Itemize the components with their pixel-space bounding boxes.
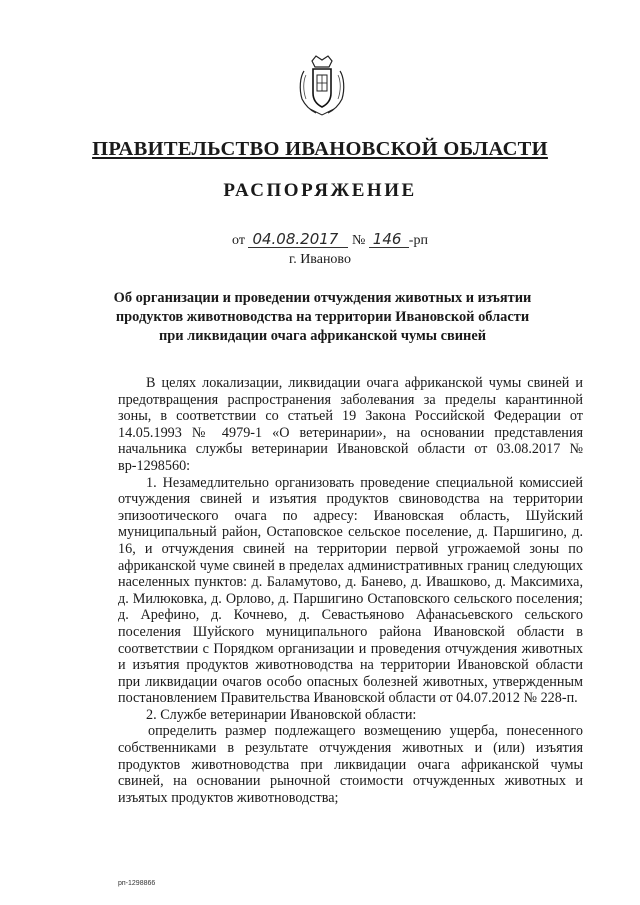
number-sign: №: [351, 233, 366, 248]
item-2-paragraph: 2. Службе ветеринарии Ивановской области:: [146, 706, 417, 723]
item-2-sub-paragraph: определить размер подлежащего возмещению ущерба, понесенного собственниками в результате отчуждения животных и (или) изъятия продуктов животноводства при ликвидации очага африканской чумы свиней, на основании рыночной стоимости отчужденных животных и изъятых продуктов животноводства;: [118, 723, 583, 806]
subject-line: при ликвидации очага африканской чумы свиней: [158, 328, 487, 344]
footer-code: рп-1298866: [118, 880, 156, 887]
item-1-paragraph: 1. Незамедлительно организовать проведение специальной комиссией отчуждения свиней и изъятия продуктов свиноводства на территории эпизоотического очага по адресу: Ивановская область, Шуйский муниципальный район, Остаповское сельское поселение, д. Паршигино, д. 16, и отчуждения свиней на территории первой угрожаемой зоны по африканской чуме свиней в пределах административных границ следующих населенных пунктов: д. Баламутово, д. Банево, д. Ивашково, д. Максимиха, д. Милюковка, д. Орлово, д. Паршигино Остаповского сельского поселения; д. Арефино, д. Кочнево, д. Севастьяново Афанасьевского сельского поселения Шуйского муниципального района Ивановской области в соответствии с Порядком организации и проведения отчуждения животных и изъятия продуктов животноводства на территории Ивановской области при ликвидации очагов особо опасных болезней животных, утвержденным постановлением Правительства Ивановской области от 04.07.2012 № 228-п.: [118, 474, 583, 707]
number-suffix: -рп: [408, 233, 428, 248]
document-type: РАСПОРЯЖЕНИЕ: [223, 180, 417, 201]
coat-of-arms-emblem: [298, 55, 346, 117]
document-number: 146: [369, 232, 409, 248]
preamble-paragraph: В целях локализации, ликвидации очага африканской чумы свиней и предотвращения распространения заболевания за пределы карантинной зоны, в соответствии со статьей 19 Закона Российской Федерации от 14.05.1993 № 4979-1 «О ветеринарии», на основании представления начальника службы ветеринарии Ивановской области от 03.08.2017 № вр-1298560:: [118, 375, 583, 474]
subject-line: Об организации и проведении отчуждения животных и изъятии: [113, 290, 532, 306]
date-prefix: от: [232, 233, 245, 248]
document-date: 04.08.2017: [248, 232, 348, 248]
date-number-line: [232, 232, 428, 249]
subject-line: продуктов животноводства на территории Ивановской области: [115, 309, 530, 325]
organization-title: ПРАВИТЕЛЬСТВО ИВАНОВСКОЙ ОБЛАСТИ: [92, 138, 548, 160]
city: г. Иваново: [289, 252, 351, 267]
document-subject: [95, 289, 550, 346]
document-body: [118, 375, 583, 806]
